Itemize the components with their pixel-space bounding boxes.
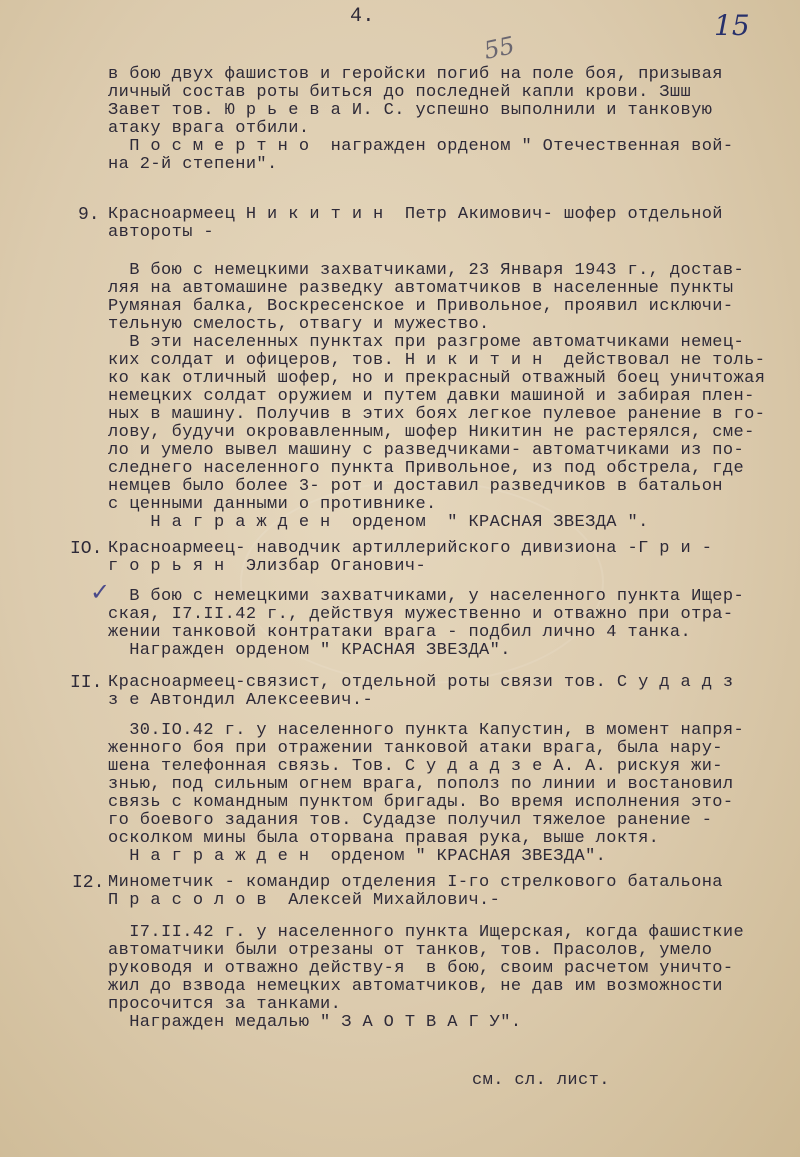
text-line: связь с командным пунктом бригады. Во время исполнения это- [108, 793, 734, 812]
text-line: Минометчик - командир отделения I-го стрелкового батальона [108, 873, 723, 892]
text-line: ло и умело вывел машину с разведчиками- автоматчиками из по- [108, 441, 745, 460]
text-line: немцев было более 3- рот и доставил разведчиков в батальон [108, 477, 723, 496]
text-line: В эти населенных пунктах при разгроме автоматчиками немец- [108, 333, 745, 352]
text-line: Красноармеец-связист, отдельной роты связи тов. С у д а д з [108, 673, 734, 692]
text-line: Завет тов. Ю р ь е в а И. С. успешно выполнили и танковую [108, 101, 713, 120]
text-line: знью, под сильным огнем врага, пополз по линии и востановил [108, 775, 734, 794]
text-line: следнего населенного пункта Привольное, из под обстрела, где [108, 459, 745, 478]
text-line: Красноармеец Н и к и т и н Петр Акимович- шофер отдельной [108, 205, 723, 224]
archive-number: 15 [714, 9, 750, 42]
text-line: Румяная балка, Воскресенское и Привольное, проявил исключи- [108, 297, 734, 316]
text-line: В бою с немецкими захватчиками, 23 Января 1943 г., достав- [108, 261, 745, 280]
text-line: В бою с немецкими захватчиками, у населенного пункта Ищер- [108, 587, 745, 606]
text-line: ская, I7.II.42 г., действуя мужественно и отважно при отра- [108, 605, 734, 624]
text-line: женного боя при отражении танковой атаки врага, была нару- [108, 739, 723, 758]
text-line: автоматчики были отрезаны от танков, тов. Прасолов, умело [108, 941, 713, 960]
award-line: Н а г р а ж д е н орденом " КРАСНАЯ ЗВЕЗДА ". [108, 513, 649, 532]
text-line: I7.II.42 г. у населенного пункта Ищерская, когда фашисткие [108, 923, 745, 942]
page-number: 4. [350, 5, 375, 28]
text-line: шена телефонная связь. Тов. С у д а д з е А. А. рискуя жи- [108, 757, 723, 776]
text-line: з е Автондил Алексеевич.- [108, 691, 374, 710]
check-mark-icon: ✓ [90, 578, 111, 606]
text-line: на 2-й степени". [108, 155, 278, 174]
text-line: 30.IO.42 г. у населенного пункта Капустин, в момент напря- [108, 721, 745, 740]
text-line: немецких солдат оружием и путем давки машиной и забирая плен- [108, 387, 755, 406]
footer-note: см. сл. лист. [472, 1071, 610, 1090]
award-line: Награжден медалью " З А О Т В А Г У". [108, 1013, 522, 1032]
text-line: просочится за танками. [108, 995, 342, 1014]
text-line: осколком мины была оторвана правая рука, выше локтя. [108, 829, 660, 848]
text-line: в бою двух фашистов и геройски погиб на поле боя, призывая [108, 65, 723, 84]
pencil-mark: 55 [481, 31, 518, 65]
text-line: лову, будучи окровавленным, шофер Никитин не растерялся, сме- [108, 423, 755, 442]
text-line: жении танковой контратаки врага - подбил лично 4 танка. [108, 623, 692, 642]
text-line: автороты - [108, 223, 215, 242]
text-line: ных в машину. Получив в этих боях легкое пулевое ранение в го- [108, 405, 766, 424]
award-line: Награжден орденом " КРАСНАЯ ЗВЕЗДА". [108, 641, 511, 660]
award-line: Н а г р а ж д е н орденом " КРАСНАЯ ЗВЕЗДА". [108, 847, 607, 866]
text-line: руководя и отважно действу-я в бою, своим расчетом уничто- [108, 959, 734, 978]
text-line: П р а с о л о в Алексей Михайлович.- [108, 891, 501, 910]
text-line: Красноармеец- наводчик артиллерийского дивизиона -Г р и - [108, 539, 713, 558]
text-line: атаку врага отбили. [108, 119, 310, 138]
entry-number: I2. [72, 873, 105, 893]
entry-number: II. [70, 673, 103, 693]
text-line: ко как отличный шофер, но и прекрасный отважный боец уничтожая [108, 369, 766, 388]
text-line: ляя на автомашине разведку автоматчиков в населенные пункты [108, 279, 734, 298]
text-line: ких солдат и офицеров, тов. Н и к и т и н действовал не толь- [108, 351, 766, 370]
text-line: г о р ь я н Элизбар Оганович- [108, 557, 427, 576]
text-line: П о с м е р т н о награжден орденом " Отечественная вой- [108, 137, 734, 156]
entry-number: IO. [70, 539, 103, 559]
text-line: жил до взвода немецких автоматчиков, не дав им возможности [108, 977, 723, 996]
entry-number: 9. [78, 205, 100, 225]
text-line: личный состав роты биться до последней капли крови. Зшш [108, 83, 692, 102]
text-line: с ценными данными о противнике. [108, 495, 437, 514]
text-line: тельную смелость, отвагу и мужество. [108, 315, 490, 334]
text-line: го боевого задания тов. Судадзе получил тяжелое ранение - [108, 811, 713, 830]
